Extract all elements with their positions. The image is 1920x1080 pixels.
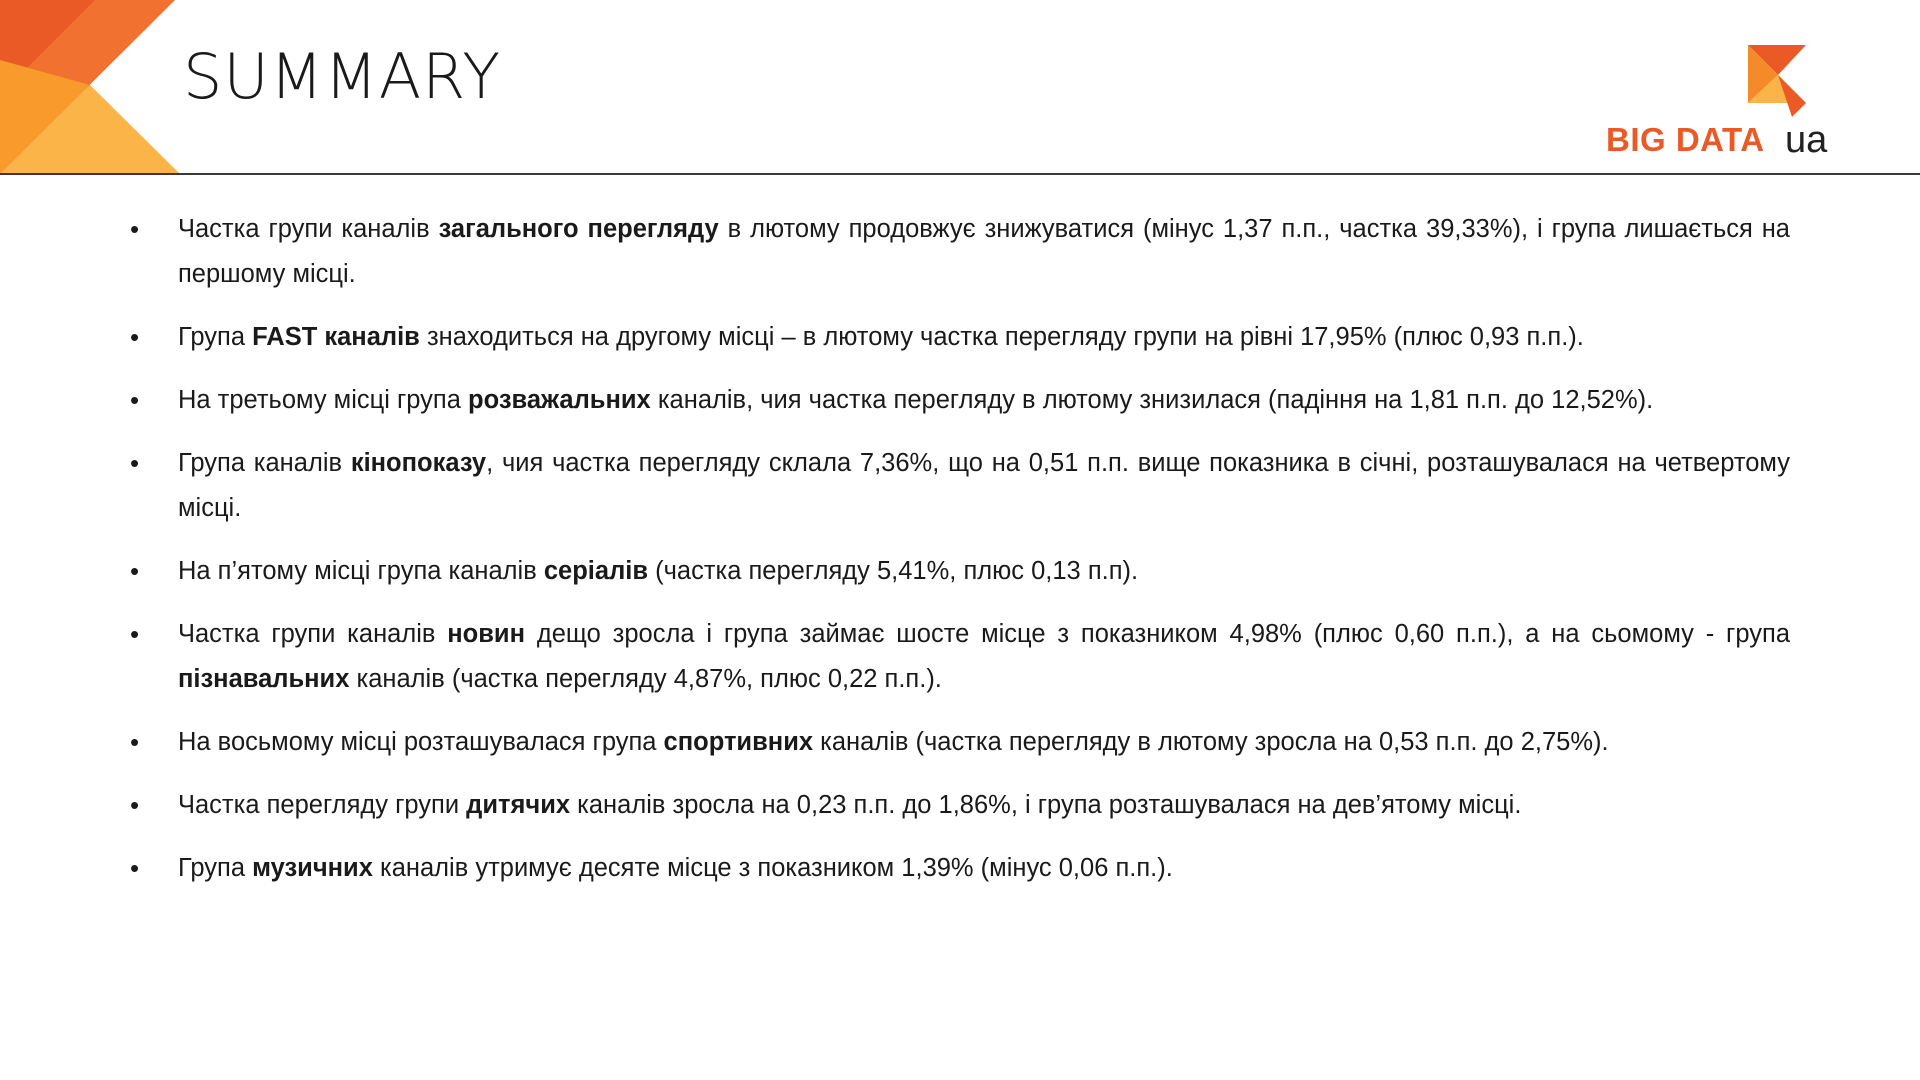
list-item: • Група каналів кінопоказу, чия частка перегляду склала 7,36%, що на 0,51 п.п. вище показника в січні, розташувалася на четвертому місці. <box>130 441 1790 531</box>
page-title: SUMMARY <box>183 40 502 113</box>
list-item: • Група FAST каналів знаходиться на другому місці – в лютому частка перегляду групи на рівні 17,95% (плюс 0,93 п.п.). <box>130 315 1790 360</box>
list-item: • Частка групи каналів загального перегляду в лютому продовжує знижуватися (мінус 1,37 п.п., частка 39,33%), і група лишається на першому місці. <box>130 207 1790 297</box>
summary-list <box>130 207 1790 909</box>
logo-suffix: ua <box>1785 119 1828 161</box>
list-item: • На восьмому місці розташувалася група спортивних каналів (частка перегляду в лютому зросла на 0,53 п.п. до 2,75%). <box>130 720 1790 765</box>
list-item: • На п’ятому місці група каналів серіалів (частка перегляду 5,41%, плюс 0,13 п.п). <box>130 549 1790 594</box>
list-item: • Частка групи каналів новин дещо зросла і група займає шосте місце з показником 4,98% (плюс 0,60 п.п.), а на сьомому - група пізнавальних каналів (частка перегляду 4,87%, плюс 0,22 п.п.). <box>130 612 1790 702</box>
header-divider <box>0 173 1920 175</box>
logo-mark-icon <box>1748 45 1818 123</box>
list-item: • На третьому місці група розважальних каналів, чия частка перегляду в лютому знизилася (падіння на 1,81 п.п. до 12,52%). <box>130 378 1790 423</box>
big-data-ua-logo <box>1600 45 1830 160</box>
list-item: • Група музичних каналів утримує десяте місце з показником 1,39% (мінус 0,06 п.п.). <box>130 846 1790 891</box>
list-item: • Частка перегляду групи дитячих каналів зросла на 0,23 п.п. до 1,86%, і група розташувалася на дев’ятому місці. <box>130 783 1790 828</box>
corner-decoration <box>0 0 180 174</box>
logo-text: BIG DATA <box>1606 121 1765 158</box>
